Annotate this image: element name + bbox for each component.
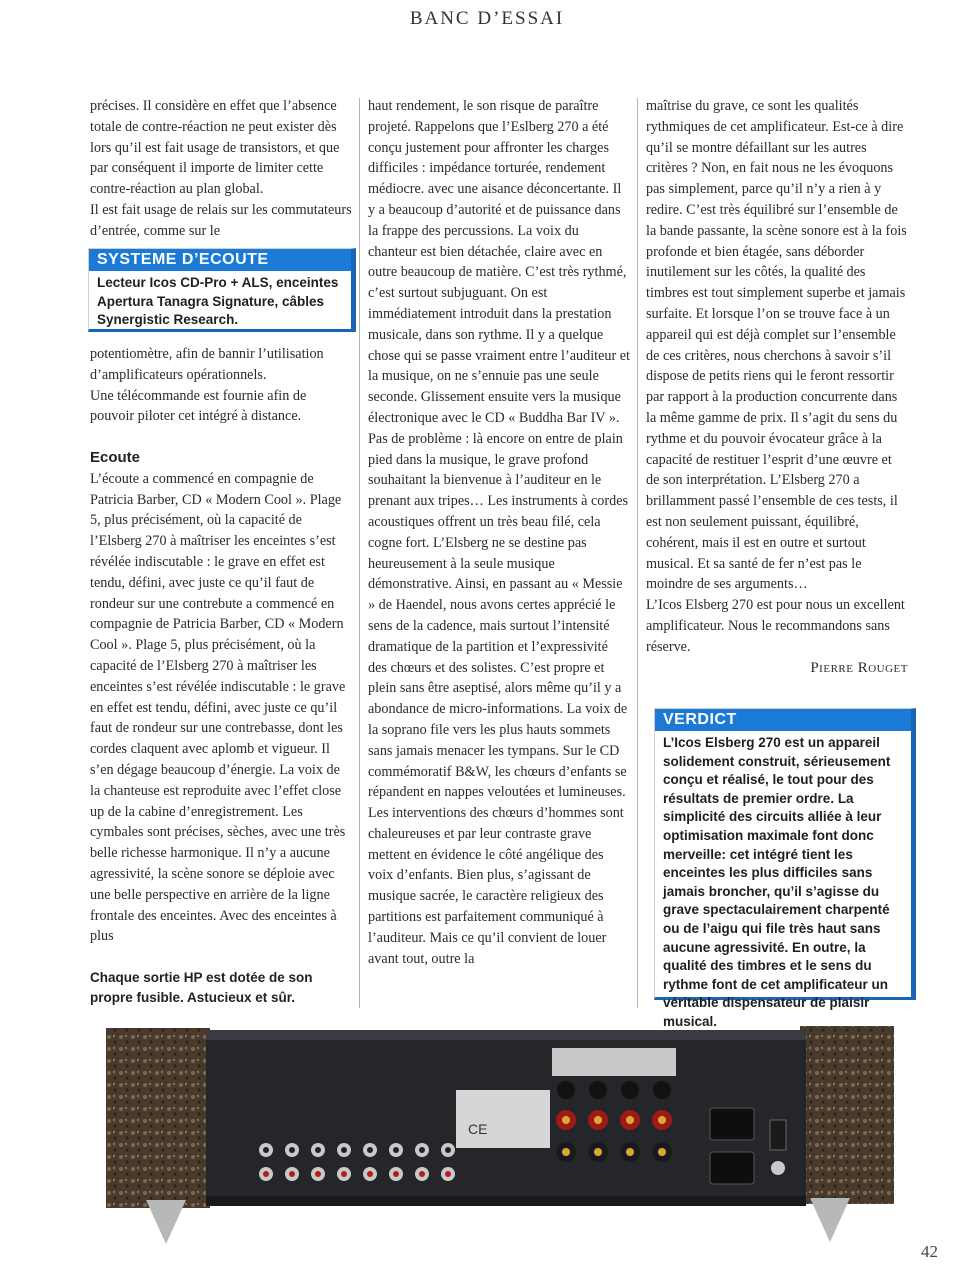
cone-foot xyxy=(810,1198,850,1242)
section-header: BANC D’ESSAI xyxy=(409,8,565,29)
iec-power-socket xyxy=(710,1108,754,1140)
box-title: SYSTEME D’ECOUTE xyxy=(89,249,351,271)
column-3 xyxy=(646,96,908,678)
paragraph: L’écoute a commencé en compagnie de Patricia Barber, CD « Modern Cool ». Plage 5, plus précisément, où la capacité de l’Elsberg 270 à maîtriser les enceintes s’est révélée indiscutable : le grave en effet est tendu, défini, avec juste ce qu’il faut de rondeur sur une contrebute a commencé en compagnie de Patricia Barber, CD « Modern Cool ». Plage 5, plus précisément, où la capacité de l’Elsberg 270 à maîtriser les enceintes s’est révélée indiscutable : le grave en effet est tendu, défini, avec juste ce qu’il faut de rondeur sur une contrebasse, dont les cordes claquent avec aplomb et vigueur. Il s’en dégage beaucoup d’énergie. La voix de la chanteuse est reproduite avec l’effet close up de la cabine d’enregistrement. Les cymbales sont précises, sèches, avec une très belle richesse harmonique. Il n’y a aucune agressivité, la scène sonore se déploie avec une belle perspective en arrière de la ligne frontale des enceintes. Avec des enceintes à plus xyxy=(90,470,346,945)
iec-power-socket xyxy=(710,1152,754,1184)
paragraph: précises. Il considère en effet que l’absence totale de contre-réaction ne peut exister dès lors qu’il est fait usage de transistors, et que par conséquent il importe de limiter cette contre-réaction au plan global. xyxy=(90,98,340,198)
column-divider xyxy=(359,98,360,1008)
column-1-ecoute xyxy=(90,448,352,947)
page-number: 42 xyxy=(921,1242,938,1261)
power-switch xyxy=(770,1120,786,1150)
verdict-box xyxy=(654,708,916,1029)
amplifier-rear-photo xyxy=(106,1022,914,1246)
wood-side-panel xyxy=(106,1028,210,1208)
column-1-middle xyxy=(90,344,352,427)
systeme-ecoute-box xyxy=(88,248,356,332)
author-signature: Pierre Rouget xyxy=(810,659,908,676)
fuse-holder xyxy=(771,1161,785,1175)
column-1-top xyxy=(90,96,352,242)
serial-plate xyxy=(456,1090,550,1148)
paragraph: L’Icos Elsberg 270 est pour nous un excellent amplificateur. Nous le recommandons sans réserve. xyxy=(646,597,905,655)
column-2 xyxy=(368,96,630,969)
label-plate xyxy=(552,1048,676,1076)
box-body: L’Icos Elsberg 270 est un appareil solidement construit, sérieusement conçu et réalisé, le tout pour des résultats de premier ordre. La simplicité des circuits alliée à leur optimisation maximale font donc merveille: cet intégré tient les enceintes les plus difficiles sans jamais broncher, qu’il s’agisse du grave spectaculairement charpenté ou de l’aigu qui file très haut sans aucune agressivité. En outre, la qualité des timbres et le sens du rythme font de cet amplificateur un véritable dispensateur de plaisir musical. xyxy=(663,735,891,1029)
cone-foot xyxy=(146,1200,186,1244)
box-title: VERDICT xyxy=(655,709,911,731)
paragraph: maîtrise du grave, ce sont les qualités rythmiques de cet amplificateur. Est-ce à dire qu’il se montre défaillant sur les autres critères ? Non, en fait nous ne les évoquons pas simplement, parce qu’il n’y a rien à y redire. C’est très équilibré sur l’ensemble de la bande passante, la scène sonore est à la fois profonde et bien étagée, sans déborder inutilement sur les côtés, la qualité des timbres est tout simplement superbe et jamais surfaite. Et lorsque l’on se trouve face à un appareil qui est déjà complet sur l’ensemble de ces critères, nous cherchons à savoir s’il dispose de petits riens qui le feront ressortir par rapport à la production concurrente dans la même gamme de prix. Il s’agit du sens du rythme et du pouvoir évocateur grâce à la capacité de restituer l’esprit d’une œuvre et de son interprétation. L’Elsberg 270 a brillamment passé l’ensemble de ces tests, il est non seulement puissant, équilibré, cohérent, mais il est en outre et surtout musical. Et sa santé de fer n’est pas le moindre de ses arguments… xyxy=(646,98,907,593)
column-divider xyxy=(637,98,638,1008)
ce-mark: CE xyxy=(468,1121,488,1137)
section-heading: Ecoute xyxy=(90,449,141,466)
paragraph: Une télécommande est fournie afin de pouvoir piloter cet intégré à distance. xyxy=(90,387,307,425)
paragraph: Il est fait usage de relais sur les commutateurs d’entrée, comme sur le xyxy=(90,201,352,239)
paragraph: potentiomètre, afin de bannir l’utilisation d’amplificateurs opérationnels. xyxy=(90,346,324,383)
wood-side-panel xyxy=(800,1026,894,1204)
photo-caption: Chaque sortie HP est dotée de son propre fusible. Astucieux et sûr. xyxy=(90,970,313,1005)
paragraph: haut rendement, le son risque de paraître projeté. Rappelons que l’Eslberg 270 a été conçu justement pour affronter les charges difficiles : impédance torturée, rendement médiocre. avec une aisance déconcertante. Il y a beaucoup d’autorité et de puissance dans la frappe des percussions. La voix du chanteur est bien détachée, claire avec en outre beaucoup de matière. C’est très rythmé, c’est surtout subjuguant. On est immédiatement introduit dans la prestation musicale, dans son rythme. Il y a quelque chose qui se passe vraiment entre l’auditeur et la musique, on ne s’ennuie pas une seule seconde. Glissement ensuite vers la musique électronique avec le CD « Buddha Bar IV ». Pas de problème : là encore on entre de plain pied dans la musique, le grave profond souhaitant la bienvenue à l’auditeur en le prenant aux tripes… Les instruments à cordes acoustiques offrent un très beau filé, cela cogne fort. L’Elsberg ne se destine pas heureusement à la seule musique démonstrative. Ainsi, en passant au « Messie » de Haendel, nous avons certes apprécié le sens de la cadence, mais surtout l’intensité dramatique de la partition et l’expressivité des chœurs et des solistes. C’est propre et plein sans être aseptisé, alors même qu’il y a abondance de micro-informations. La voix de la soprano file vers les plus hauts sommets sans jamais menacer les tympans. Sur le CD commémoratif B&W, les chœurs d’enfants se répandent en nappes veloutées et lumineuses. Les interventions des chœurs d’hommes sont chaleureuses et par leur contraste grave mettent en évidence le côté angélique des voix d’enfants. Bien plus, s’agissant de musique sacrée, le caractère religieux des partitions est parfaitement communiqué à l’auditeur. Mais ce qu’il convient de louer avant tout, outre la xyxy=(368,98,630,967)
box-body: Lecteur Icos CD-Pro + ALS, enceintes Apertura Tanagra Signature, câbles Synergistic Research. xyxy=(97,275,339,328)
